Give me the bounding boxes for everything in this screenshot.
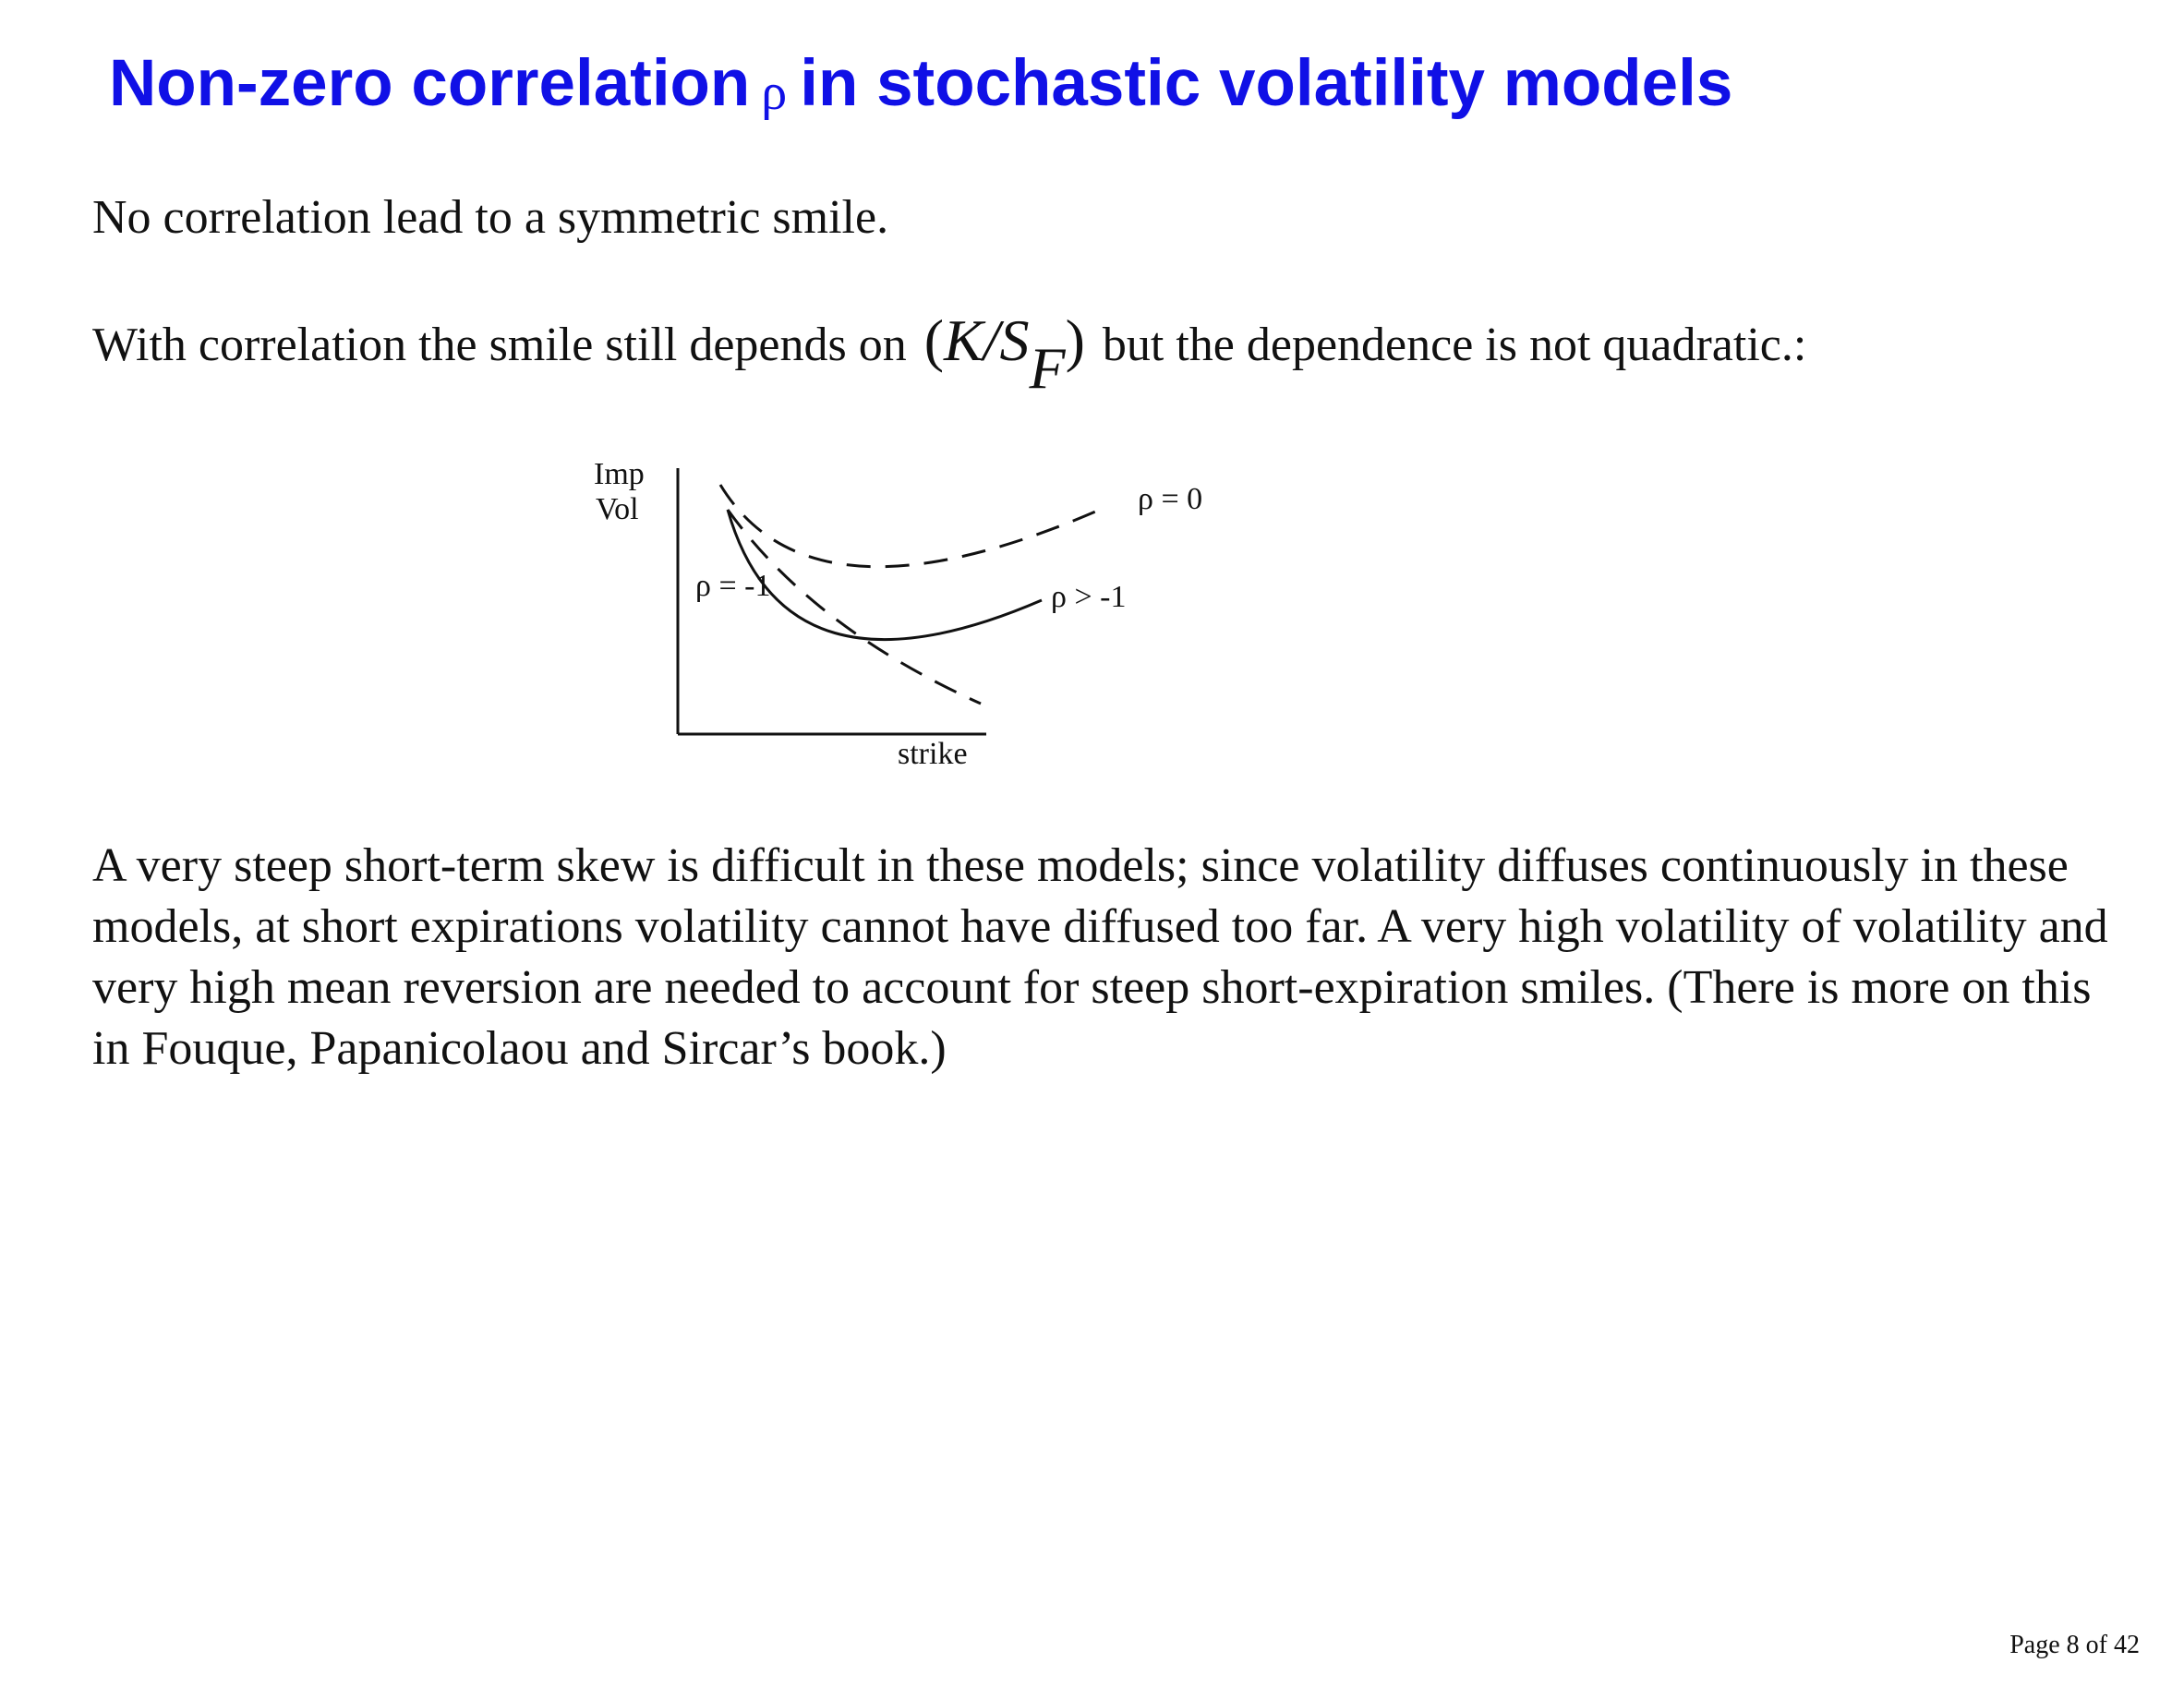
page-number: Page 8 of 42	[2009, 1631, 2140, 1659]
math-open-paren: (	[923, 307, 945, 373]
y-axis-label-imp: Imp	[594, 457, 645, 491]
title-rho-symbol: ρ	[761, 64, 788, 121]
label-rho-greater: ρ > -1	[1051, 580, 1127, 614]
label-rho-zero: ρ = 0	[1138, 482, 1203, 516]
paragraph2-text-after: but the dependence is not quadratic.:	[1102, 319, 1807, 371]
curve-rho-minus-one	[728, 510, 981, 704]
paragraph2-text-before: With correlation the smile still depends on	[92, 319, 907, 371]
math-close-paren: )	[1065, 307, 1085, 373]
x-axis-label-strike: strike	[898, 737, 968, 771]
paragraph-symmetric-smile: No correlation lead to a symmetric smile.	[92, 191, 889, 244]
curve-rho-zero	[720, 485, 1108, 567]
math-body: K/S	[944, 307, 1030, 373]
implied-vol-smile-figure	[0, 0, 2184, 831]
title-text-after: in stochastic volatility models	[800, 47, 1733, 120]
math-subscript: F	[1029, 335, 1066, 401]
paragraph-short-term-skew: A very steep short-term skew is difficult in these models; since volatility diffuses continuously in these models, at short expirations volatility cannot have diffused too far. A very high volatility of volatility and very high mean reversion are needed to account for steep short-expiration smiles. (There is more on this in Fouque, Papanicolaou and Sircar’s book.)	[92, 839, 2108, 1075]
y-axis-label-vol: Vol	[596, 492, 639, 526]
title-text-before: Non-zero correlation	[109, 47, 751, 120]
label-rho-minus-one: ρ = -1	[695, 569, 771, 603]
curve-rho-greater-than-minus-one	[728, 510, 1042, 640]
